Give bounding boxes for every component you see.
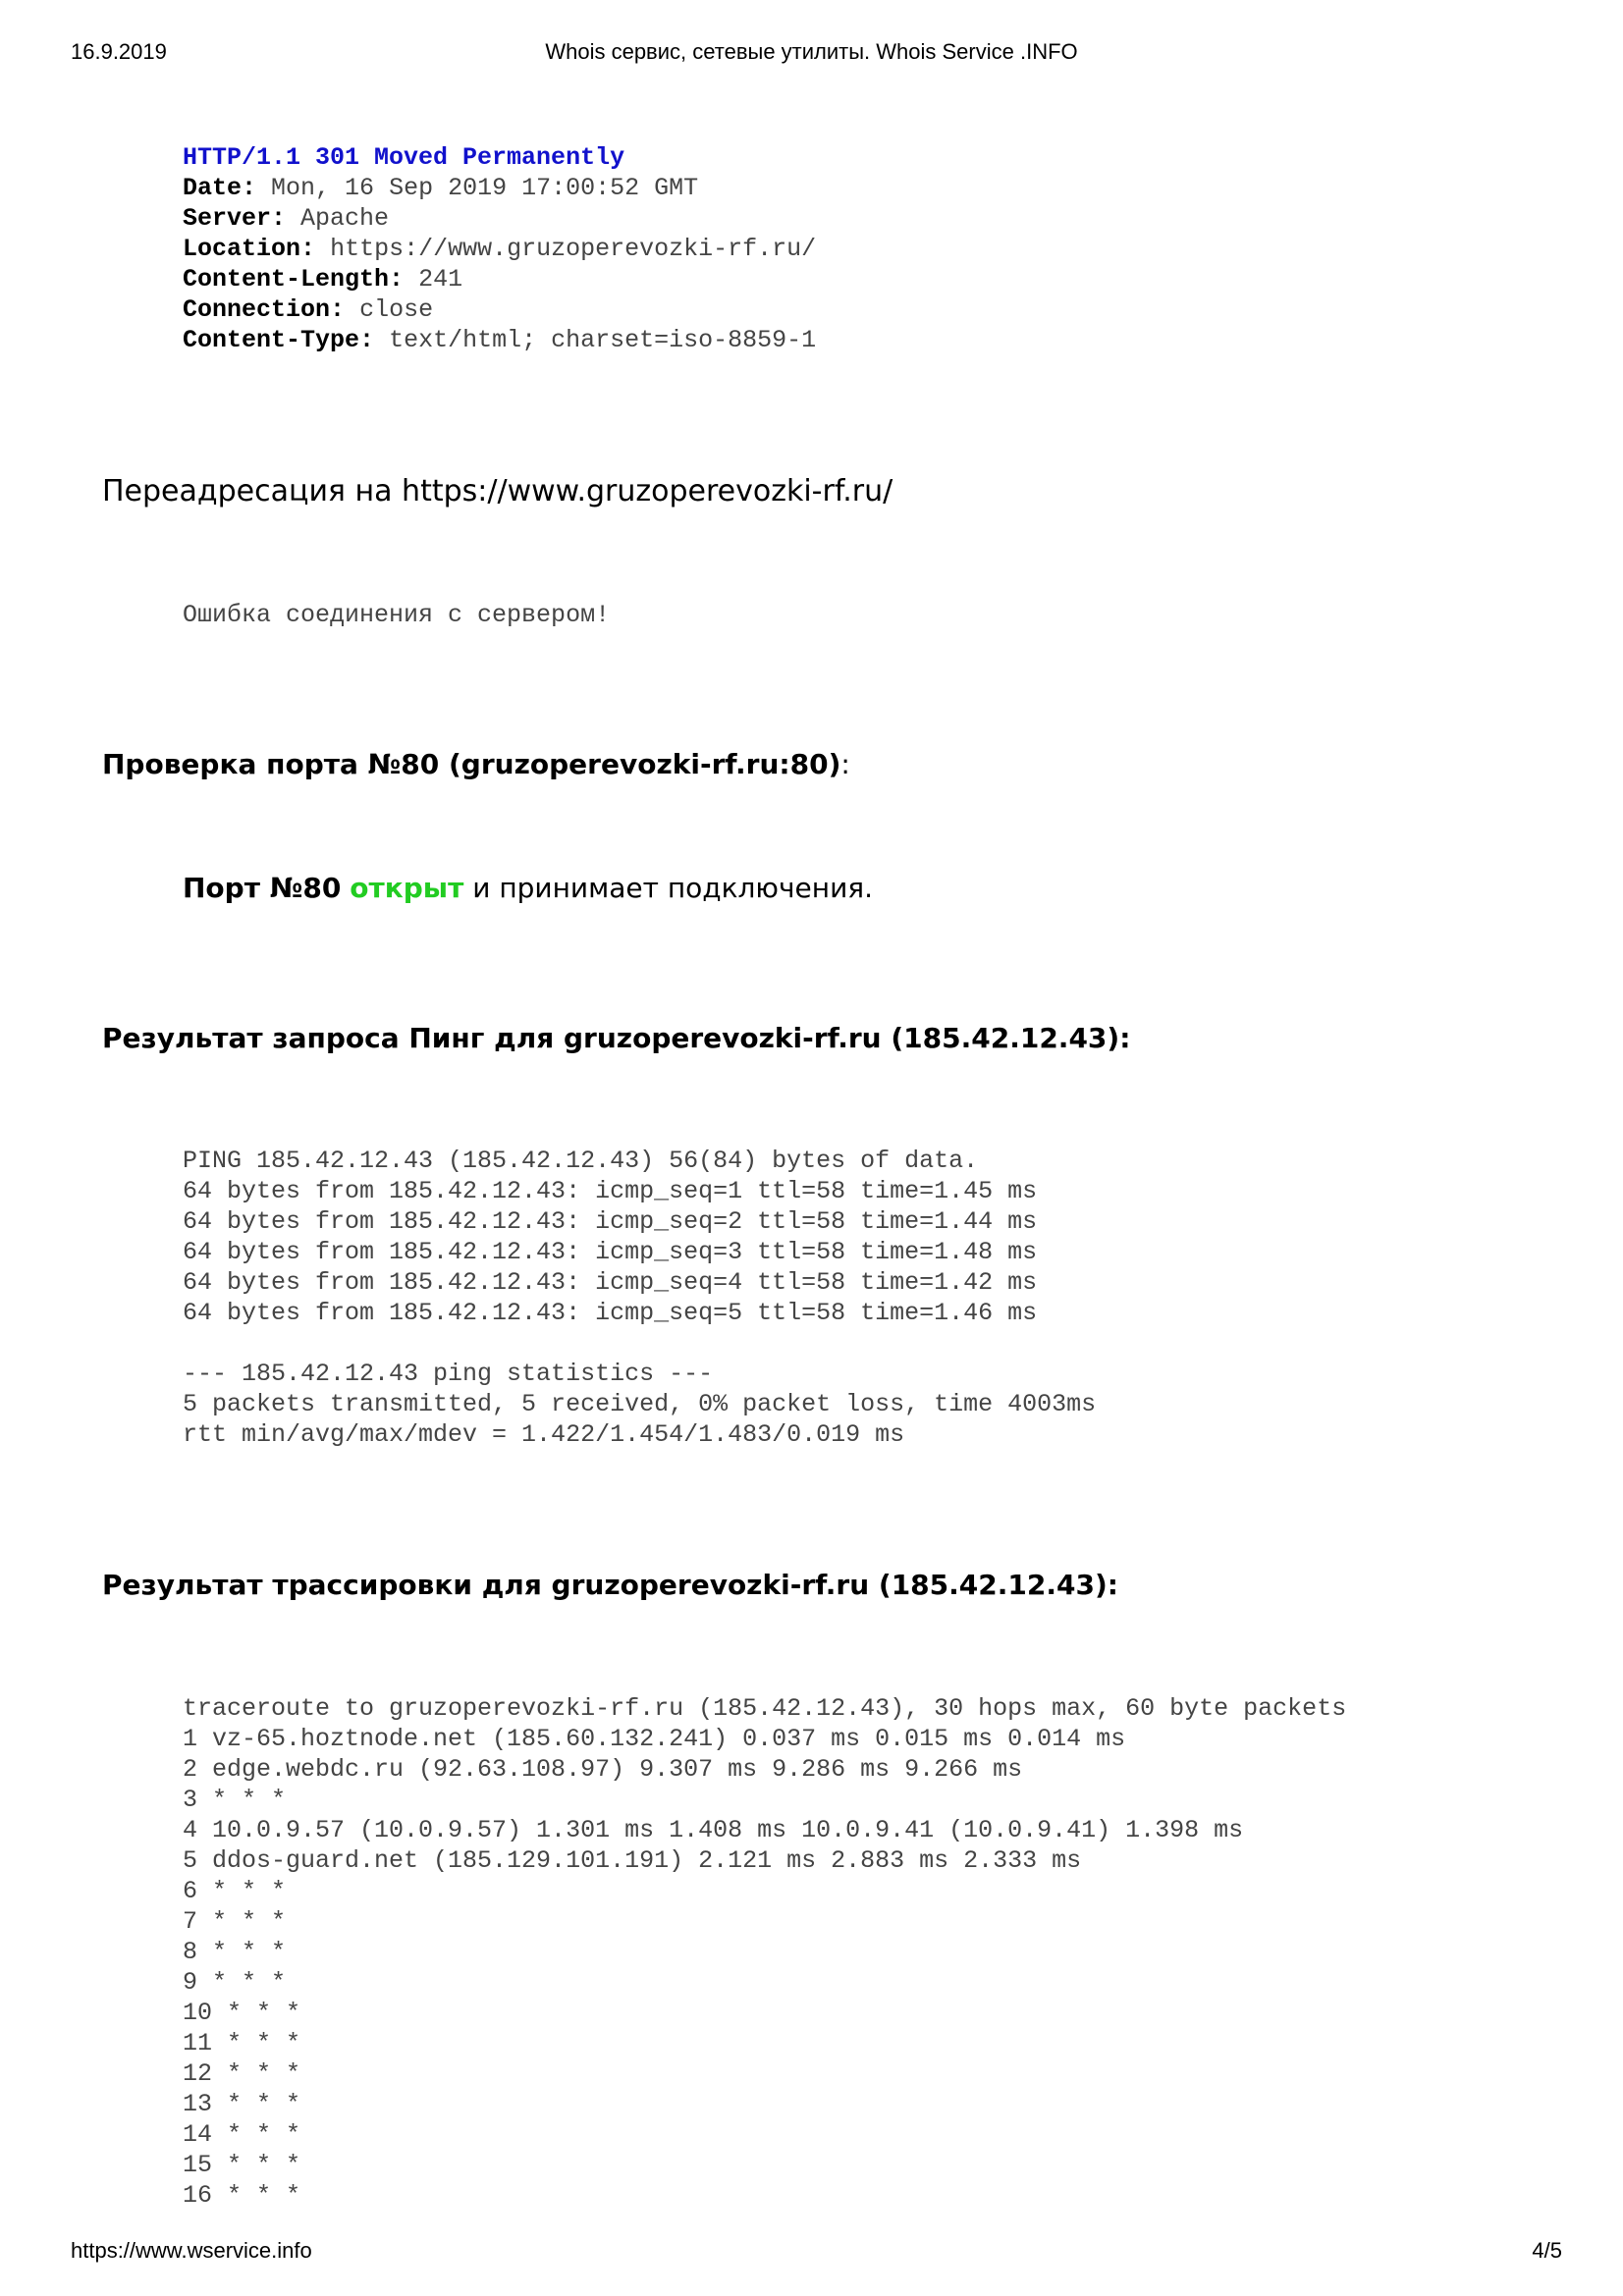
traceroute-hop: 7 * * * <box>183 1907 287 1936</box>
header-name-content-type: Content-Type <box>183 326 360 354</box>
header-value-server: Apache <box>300 204 390 233</box>
header-value-date: Mon, 16 Sep 2019 17:00:52 GMT <box>271 174 699 202</box>
traceroute-hop: 5 ddos-guard.net (185.129.101.191) 2.121 ms 2.883 ms 2.333 ms <box>183 1846 1082 1875</box>
traceroute-hop: 16 * * * <box>183 2181 301 2210</box>
http-response-block: HTTP/1.1 301 Moved Permanently Date: Mon, 16 Sep 2019 17:00:52 GMT Server: Apache Location: https://www.gruzoperevozki-rf.ru/ Content-Length: 241 Connection: close Content-Type: text/html; charset=iso-8859-1 <box>183 143 817 354</box>
ping-line: 64 bytes from 185.42.12.43: icmp_seq=5 ttl=58 time=1.46 ms <box>183 1299 1038 1327</box>
ping-line: 64 bytes from 185.42.12.43: icmp_seq=2 ttl=58 time=1.44 ms <box>183 1207 1038 1236</box>
port-check-heading-colon: : <box>840 748 850 780</box>
header-value-content-length: 241 <box>418 265 463 294</box>
header-value-location: https://www.gruzoperevozki-rf.ru/ <box>330 235 817 263</box>
traceroute-hop: 9 * * * <box>183 1968 287 1997</box>
header-name-content-length: Content-Length <box>183 265 390 294</box>
print-footer-url: https://www.wservice.info <box>71 2238 312 2263</box>
port-check-result-suffix: и принимает подключения. <box>472 872 874 904</box>
traceroute-hop: 4 10.0.9.57 (10.0.9.57) 1.301 ms 1.408 ms 10.0.9.41 (10.0.9.41) 1.398 ms <box>183 1816 1244 1844</box>
traceroute-hop: 8 * * * <box>183 1938 287 1966</box>
ping-stats-line: 5 packets transmitted, 5 received, 0% packet loss, time 4003ms <box>183 1390 1097 1418</box>
ping-output <box>183 1146 1037 1328</box>
port-check-heading-text: Проверка порта №80 (gruzoperevozki-rf.ru:80) <box>102 748 841 780</box>
ping-heading: Результат запроса Пинг для gruzoperevozki-rf.ru (185.42.12.43): <box>102 1022 1131 1054</box>
port-check-result <box>183 872 873 904</box>
http-status-line: HTTP/1.1 301 Moved Permanently <box>183 143 625 172</box>
traceroute-hop: 11 * * * <box>183 2029 301 2057</box>
ping-statistics <box>183 1359 1096 1450</box>
header-value-content-type: text/html; charset=iso-8859-1 <box>389 326 817 354</box>
ping-line: PING 185.42.12.43 (185.42.12.43) 56(84) bytes of data. <box>183 1147 979 1175</box>
print-page-title: Whois сервис, сетевые утилиты. Whois Service .INFO <box>545 39 1078 64</box>
traceroute-heading: Результат трассировки для gruzoperevozki-rf.ru (185.42.12.43): <box>102 1569 1118 1601</box>
traceroute-line: traceroute to gruzoperevozki-rf.ru (185.42.12.43), 30 hops max, 60 byte packets <box>183 1694 1347 1723</box>
ping-line: 64 bytes from 185.42.12.43: icmp_seq=4 ttl=58 time=1.42 ms <box>183 1268 1038 1297</box>
traceroute-hop: 12 * * * <box>183 2059 301 2088</box>
port-status-badge: открыт <box>350 872 464 904</box>
port-check-result-prefix: Порт №80 <box>183 872 342 904</box>
header-name-location: Location <box>183 235 301 263</box>
traceroute-hop: 6 * * * <box>183 1877 287 1905</box>
traceroute-hop: 1 vz-65.hoztnode.net (185.60.132.241) 0.037 ms 0.015 ms 0.014 ms <box>183 1725 1126 1753</box>
header-value-connection: close <box>359 295 434 324</box>
traceroute-hop: 13 * * * <box>183 2090 301 2118</box>
header-name-server: Server <box>183 204 272 233</box>
ping-line: 64 bytes from 185.42.12.43: icmp_seq=1 ttl=58 time=1.45 ms <box>183 1177 1038 1205</box>
print-page-number: 4/5 <box>1532 2238 1562 2263</box>
traceroute-hop: 10 * * * <box>183 1999 301 2027</box>
traceroute-hop: 14 * * * <box>183 2120 301 2149</box>
traceroute-hop: 15 * * * <box>183 2151 301 2179</box>
ping-line: 64 bytes from 185.42.12.43: icmp_seq=3 ttl=58 time=1.48 ms <box>183 1238 1038 1266</box>
header-name-connection: Connection <box>183 295 331 324</box>
traceroute-output <box>183 1693 1346 2211</box>
print-date: 16.9.2019 <box>71 39 167 64</box>
header-name-date: Date <box>183 174 243 202</box>
port-check-heading <box>102 748 850 780</box>
redirect-notice: Переадресация на https://www.gruzoperevozki-rf.ru/ <box>102 474 893 508</box>
traceroute-hop: 2 edge.webdc.ru (92.63.108.97) 9.307 ms 9.286 ms 9.266 ms <box>183 1755 1023 1784</box>
traceroute-hop: 3 * * * <box>183 1786 287 1814</box>
connection-error-message: Ошибка соединения с сервером! <box>183 601 611 629</box>
ping-stats-line: --- 185.42.12.43 ping statistics --- <box>183 1360 714 1388</box>
ping-stats-line: rtt min/avg/max/mdev = 1.422/1.454/1.483/0.019 ms <box>183 1420 905 1449</box>
